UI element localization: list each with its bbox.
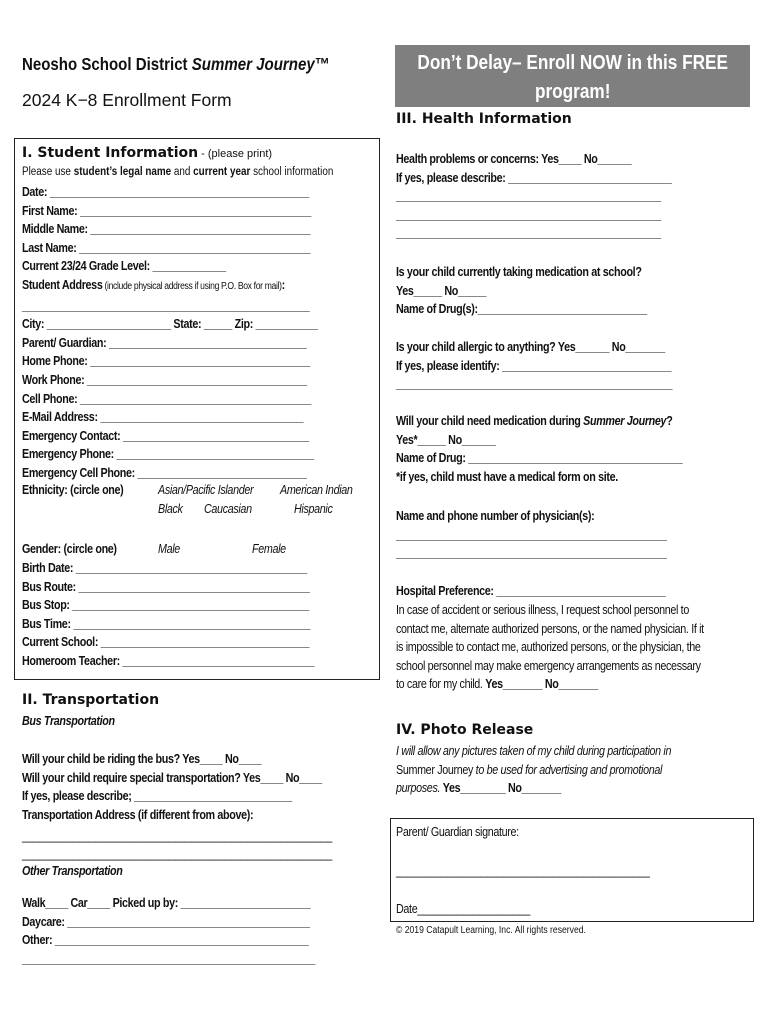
- form-title: [22, 54, 330, 75]
- current-school-field[interactable]: Current School: _____________________________________: [22, 635, 310, 650]
- transportation-heading: II. Transportation: [22, 692, 160, 708]
- physician-block: [396, 507, 666, 563]
- health-block-1: [396, 150, 672, 243]
- cell-phone-field[interactable]: Cell Phone: _________________________________________: [22, 391, 312, 406]
- need-medication-question: Will your child need medication during Summer Journey?: [396, 414, 673, 428]
- first-name-field[interactable]: First Name: _________________________________________: [22, 203, 312, 218]
- allergy-block: [396, 338, 672, 394]
- transport-describe-field[interactable]: If yes, please describe; ____________________________: [22, 789, 292, 804]
- student-fields-1: [22, 183, 318, 483]
- ethnicity-hispanic[interactable]: Hispanic: [294, 502, 333, 516]
- birth-date-field[interactable]: Birth Date: _________________________________________: [22, 561, 307, 575]
- ethnicity-label: Ethnicity: (circle one): [22, 483, 124, 497]
- need-med-block: [396, 412, 682, 486]
- ethnicity-asian[interactable]: Asian/Pacific Islander: [158, 483, 254, 497]
- student-address-label: Student Address (include physical address if using P.O. Box for mail):: [22, 277, 285, 292]
- emergency-phone-field[interactable]: Emergency Phone: ___________________________________: [22, 447, 314, 462]
- program-name: Summer Journey: [191, 54, 315, 74]
- homeroom-teacher-field[interactable]: Homeroom Teacher: __________________________________: [22, 653, 315, 668]
- grade-level-field[interactable]: Current 23/24 Grade Level: _____________: [22, 259, 226, 274]
- health-heading: III. Health Information: [396, 111, 572, 127]
- other-blank-field[interactable]: ____________________________________________________: [22, 951, 316, 966]
- home-phone-field[interactable]: Home Phone: _______________________________________: [22, 354, 310, 369]
- health-concerns-question[interactable]: Health problems or concerns: Yes____ No______: [396, 152, 632, 166]
- special-transport-question[interactable]: Will your child require special transportation? Yes____ No____: [22, 770, 322, 785]
- physician-label: Name and phone number of physician(s):: [396, 509, 595, 523]
- medication-question: Is your child currently taking medication at school?: [396, 265, 642, 279]
- health-blank-1[interactable]: _______________________________________________: [396, 189, 661, 204]
- medication-yes-no[interactable]: Yes_____ No_____: [396, 283, 487, 298]
- consent-yes-no[interactable]: Yes_______ No_______: [485, 677, 598, 692]
- city-state-zip-field[interactable]: City: ______________________ State: _____ Zip: ___________: [22, 317, 318, 332]
- health-blank-3[interactable]: _______________________________________________: [396, 226, 661, 241]
- other-transportation-subheading: Other Transportation: [22, 864, 123, 878]
- transport-address-label: Transportation Address (if different from above):: [22, 807, 254, 822]
- district-name: Neosho School District: [22, 54, 192, 74]
- ethnicity-caucasian[interactable]: Caucasian: [204, 502, 252, 516]
- hospital-preference-field[interactable]: Hospital Preference: ______________________________: [396, 584, 666, 598]
- bus-route-field[interactable]: Bus Route: _________________________________________: [22, 579, 310, 594]
- allergy-identify-field[interactable]: If yes, please identify: ______________________________: [396, 358, 672, 373]
- other-transport-fields: [22, 894, 315, 968]
- signature-label: Parent/ Guardian signature:: [396, 825, 519, 839]
- student-fields-3: [22, 559, 314, 671]
- banner-line-2: program!: [534, 81, 611, 103]
- trademark: ™: [314, 54, 330, 74]
- walk-car-pickup-field[interactable]: Walk____ Car____ Picked up by: _______________________: [22, 896, 311, 910]
- last-name-field[interactable]: Last Name: _________________________________________: [22, 240, 311, 255]
- ethnicity-american-indian[interactable]: American Indian: [280, 483, 353, 497]
- signature-line[interactable]: _____________________________________________: [396, 864, 650, 878]
- date-line[interactable]: Date____________________: [396, 902, 531, 916]
- transport-address-blank-2[interactable]: _______________________________________________________: [22, 847, 332, 861]
- medication-drug-field[interactable]: Name of Drug(s):______________________________: [396, 302, 647, 317]
- photo-release-heading: IV. Photo Release: [396, 722, 534, 738]
- student-instruction: Please use student’s legal name and current year school information: [22, 166, 334, 178]
- student-address-field[interactable]: ___________________________________________________: [22, 298, 310, 313]
- form-subtitle: 2024 K−8 Enrollment Form: [22, 90, 232, 110]
- gender-label: Gender: (circle one): [22, 542, 117, 556]
- consent-paragraph: In case of accident or serious illness, I request school personnel to contact me, alternate authorized persons, or the named physician. If it is impossible to contact me, authorized persons, or the physician, the school personnel may make emergency arrangements as necessary to care for my child. Yes_______ No_______: [396, 603, 704, 692]
- photo-release-text: I will allow any pictures taken of my child during participation in Summer Journey to be used for advertising and promotional purposes. Yes________ No_______: [396, 744, 672, 796]
- date-field[interactable]: Date: ______________________________________________: [22, 185, 309, 199]
- emergency-cell-field[interactable]: Emergency Cell Phone: ______________________________: [22, 465, 307, 480]
- photo-yes-no[interactable]: Yes________ No_______: [442, 781, 562, 796]
- medical-form-note: *if yes, child must have a medical form on site.: [396, 469, 618, 484]
- copyright-notice: © 2019 Catapult Learning, Inc. All rights reserved.: [396, 925, 586, 936]
- enroll-banner: [395, 45, 750, 107]
- email-field[interactable]: E-Mail Address: ____________________________________: [22, 410, 304, 425]
- bus-stop-field[interactable]: Bus Stop: __________________________________________: [22, 598, 309, 613]
- transport-address-blank-1[interactable]: _______________________________________________________: [22, 829, 332, 843]
- physician-blank-1[interactable]: ________________________________________________: [396, 527, 667, 542]
- health-blank-2[interactable]: _______________________________________________: [396, 207, 661, 222]
- student-info-heading: I. Student Information - (please print): [22, 145, 273, 161]
- other-field[interactable]: Other: _____________________________________________: [22, 933, 309, 948]
- daycare-field[interactable]: Daycare: ___________________________________________: [22, 914, 310, 929]
- transport-questions: [22, 750, 322, 824]
- ethnicity-black[interactable]: Black: [158, 502, 183, 516]
- riding-bus-question[interactable]: Will your child be riding the bus? Yes____ No____: [22, 752, 262, 766]
- bus-time-field[interactable]: Bus Time: __________________________________________: [22, 616, 310, 631]
- parent-guardian-field[interactable]: Parent/ Guardian: ___________________________________: [22, 335, 307, 350]
- banner-line-1: Don’t Delay– Enroll NOW in this FREE: [417, 52, 728, 74]
- need-medication-drug-field[interactable]: Name of Drug: ______________________________________: [396, 451, 683, 466]
- bus-transportation-subheading: Bus Transportation: [22, 714, 115, 728]
- health-describe-field[interactable]: If yes, please describe: _____________________________: [396, 170, 672, 185]
- middle-name-field[interactable]: Middle Name: _______________________________________: [22, 222, 311, 237]
- allergy-question[interactable]: Is your child allergic to anything? Yes______ No_______: [396, 340, 665, 354]
- medication-block: [396, 263, 647, 319]
- emergency-contact-field[interactable]: Emergency Contact: _________________________________: [22, 428, 309, 443]
- allergy-blank[interactable]: _________________________________________________: [396, 377, 673, 392]
- gender-male[interactable]: Male: [158, 542, 180, 556]
- need-medication-yes-no[interactable]: Yes*_____ No______: [396, 432, 496, 447]
- work-phone-field[interactable]: Work Phone: _______________________________________: [22, 372, 307, 387]
- physician-blank-2[interactable]: ________________________________________________: [396, 546, 667, 561]
- gender-female[interactable]: Female: [252, 542, 286, 556]
